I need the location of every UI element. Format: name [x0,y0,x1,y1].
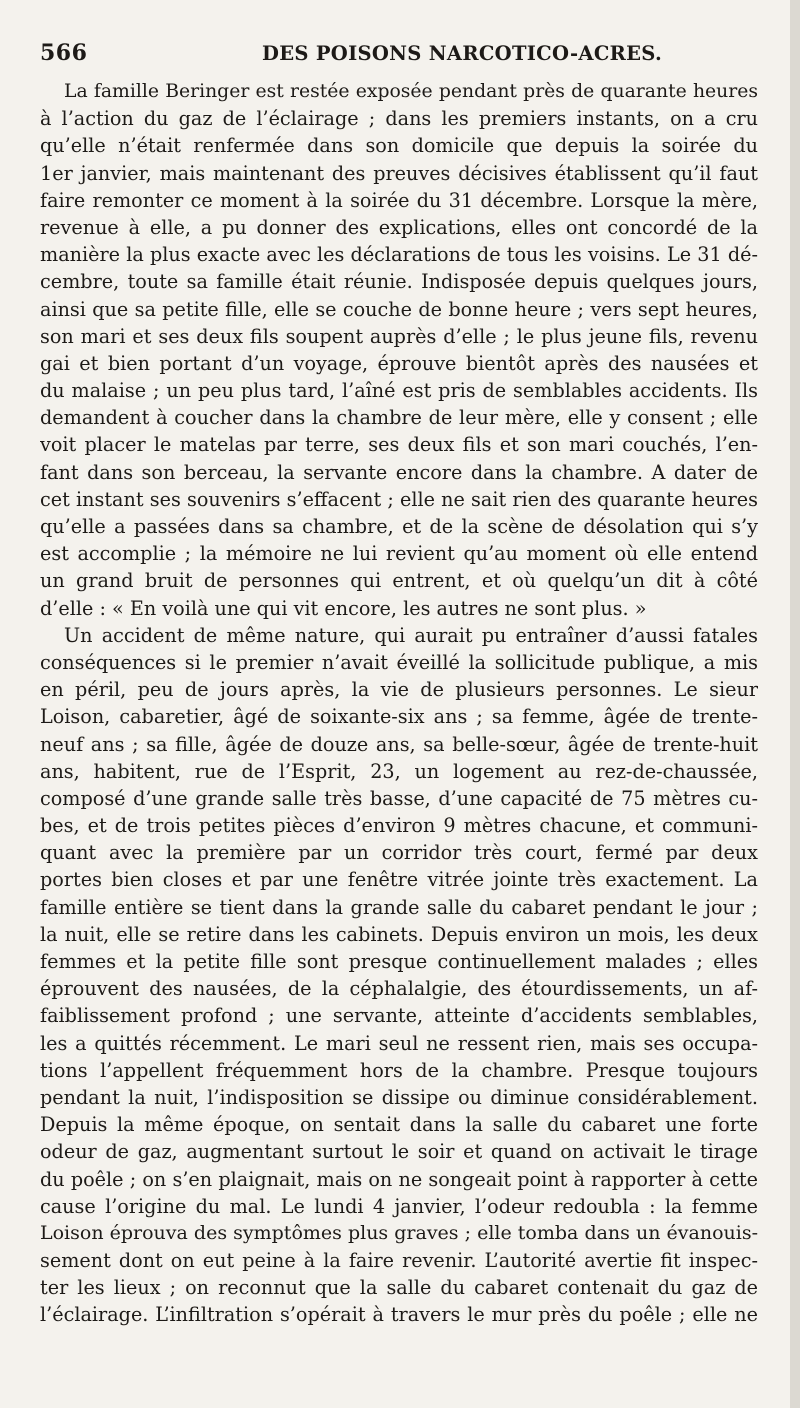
text-line: femmes et la petite fille sont presque continuellement malades ; elles [40,950,758,973]
text-line: cet instant ses souvenirs s’effacent ; elle ne sait rien des quarante heures [40,487,758,511]
text-line: composé d’une grande salle très basse, d’une capacité de 75 mètres cu- [40,786,758,810]
text-line: Loison, cabaretier, âgé de soixante-six ans ; sa femme, âgée de trente- [40,705,758,729]
text-line: odeur de gaz, augmentant surtout le soir et quand on activait le tirage [40,1140,758,1164]
text-line: quant avec la première par un corridor très court, fermé par deux [40,841,758,865]
text-line: bes, et de trois petites pièces d’environ 9 mètres chacune, et communi- [40,814,758,838]
text-line: éprouvent des nausées, de la céphalalgie, des étourdissements, un af- [40,977,758,1001]
text-line: l’éclairage. L’infiltration s’opérait à travers le mur près du poêle ; elle ne [40,1303,758,1327]
text-line: en péril, peu de jours après, la vie de plusieurs personnes. Le sieur [40,678,758,702]
text-line: Un accident de même nature, qui aurait pu entraîner d’aussi fatales [64,623,758,647]
text-line: revenue à elle, a pu donner des explications, elles ont concordé de la [40,215,758,239]
text-line: cause l’origine du mal. Le lundi 4 janvier, l’odeur redoubla : la femme [40,1194,758,1218]
text-line: du malaise ; un peu plus tard, l’aîné est pris de semblables accidents. Ils [40,379,758,403]
text-line: un grand bruit de personnes qui entrent, et où quelqu’un dit à côté [40,569,758,593]
text-line: ainsi que sa petite fille, elle se couche de bonne heure ; vers sept heures, [40,297,758,321]
text-line: 1er janvier, mais maintenant des preuves décisives établissent qu’il faut [40,161,758,185]
text-line: portes bien closes et par une fenêtre vitrée jointe très exactement. La [40,868,758,892]
text-line: la nuit, elle se retire dans les cabinets. Depuis environ un mois, les deux [40,922,758,946]
text-line: Loison éprouva des symptômes plus graves ; elle tomba dans un évanouis- [40,1221,758,1244]
text-line: La famille Beringer est restée exposée pendant près de quarante heures [64,81,758,102]
text-line: manière la plus exacte avec les déclarations de tous les voisins. Le 31 dé- [40,243,758,267]
text-line: tions l’appellent fréquemment hors de la chambre. Presque toujours [40,1058,758,1082]
text-line: qu’elle a passées dans sa chambre, et de la scène de désolation qui s’y [40,515,758,538]
text-line: voit placer le matelas par terre, ses deux fils et son mari couchés, l’en- [40,433,758,457]
page-number: 566 [40,40,88,66]
text-line: sement dont on eut peine à la faire revenir. L’autorité avertie fit inspec- [40,1249,758,1273]
text-line: qu’elle n’était renfermée dans son domicile que depuis la soirée du [40,134,758,158]
text-line: ter les lieux ; on reconnut que la salle du cabaret contenait du gaz de [40,1276,758,1300]
running-header [40,40,760,70]
text-line: gai et bien portant d’un voyage, éprouve bientôt après des nausées et [40,351,758,375]
text-line: fant dans son berceau, la servante encore dans la chambre. A dater de [40,460,758,484]
text-line: d’elle : « En voilà une qui vit encore, les autres ne sont plus. » [40,596,647,620]
page-edge-shadow [790,0,800,1408]
text-line: neuf ans ; sa fille, âgée de douze ans, sa belle-sœur, âgée de trente-huit [40,732,758,756]
text-line: cembre, toute sa famille était réunie. Indisposée depuis quelques jours, [40,270,758,294]
text-line: est accomplie ; la mémoire ne lui revient qu’au moment où elle entend [40,542,758,566]
body-text [40,78,758,1329]
running-title: DES POISONS NARCOTICO-ACRES. [262,42,663,65]
text-line: Depuis la même époque, on sentait dans la salle du cabaret une forte [40,1113,758,1137]
text-line: du poêle ; on s’en plaignait, mais on ne songeait point à rapporter à cette [40,1167,758,1191]
text-line: pendant la nuit, l’indisposition se dissipe ou diminue considérablement. [40,1085,758,1109]
text-line: ans, habitent, rue de l’Esprit, 23, un logement au rez-de-chaussée, [40,759,758,783]
text-line: faire remonter ce moment à la soirée du 31 décembre. Lorsque la mère, [40,188,758,212]
text-line: famille entière se tient dans la grande salle du cabaret pendant le jour ; [40,895,758,919]
text-line: demandent à coucher dans la chambre de leur mère, elle y consent ; elle [40,406,758,430]
text-line: à l’action du gaz de l’éclairage ; dans les premiers instants, on a cru [40,107,758,131]
text-line: son mari et ses deux fils soupent auprès d’elle ; le plus jeune fils, revenu [40,324,758,348]
text-line: les a quittés récemment. Le mari seul ne ressent rien, mais ses occupa- [40,1031,758,1055]
text-line: faiblissement profond ; une servante, atteinte d’accidents semblables, [40,1004,758,1028]
text-line: conséquences si le premier n’avait éveillé la sollicitude publique, a mis [40,650,758,674]
